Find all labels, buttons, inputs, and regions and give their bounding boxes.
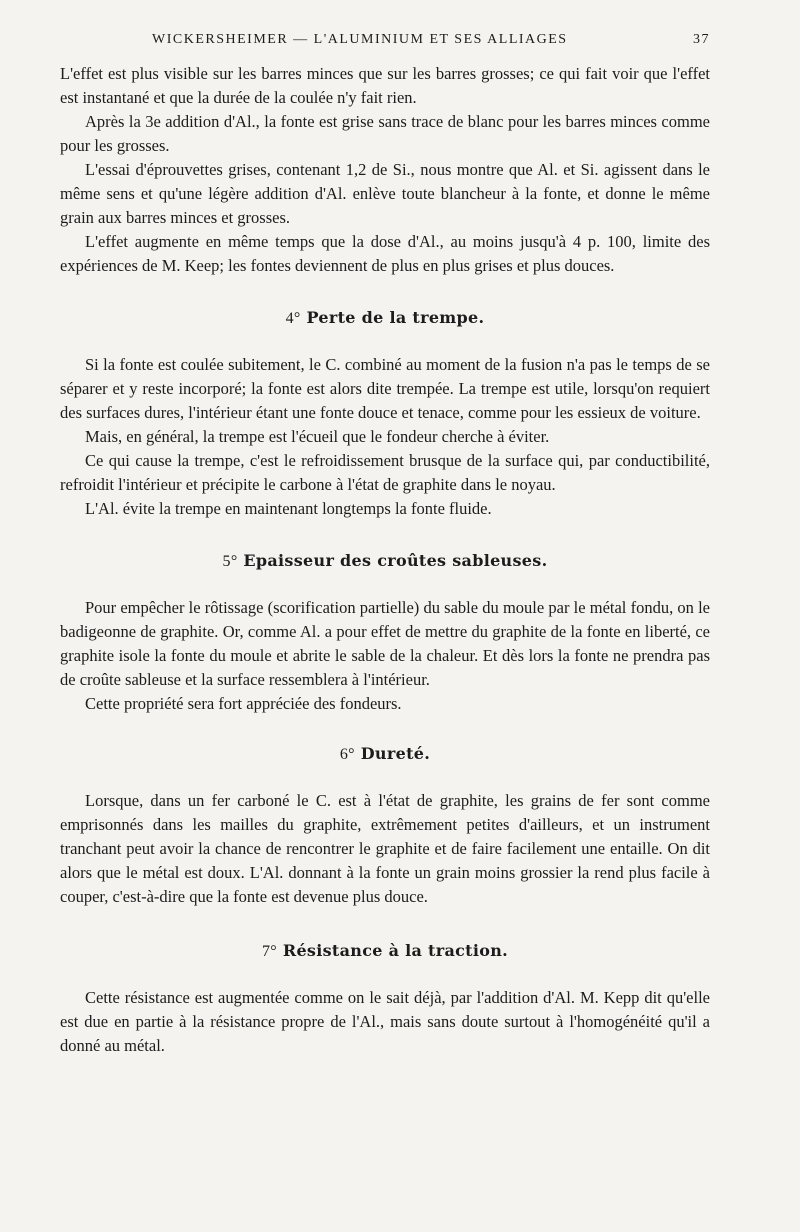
paragraph: L'effet augmente en même temps que la dose d'Al., au moins jusqu'à 4 p. 100, limite des expériences de M. Keep; les fontes deviennent de plus en plus grises et plus douces. xyxy=(60,232,710,275)
section-title: Perte de la trempe. xyxy=(306,308,485,327)
paragraph: Cette propriété sera fort appréciée des fondeurs. xyxy=(85,694,402,713)
paragraph: Cette résistance est augmentée comme on le sait déjà, par l'addition d'Al. M. Kepp dit qu'elle est due en partie à la résistance propre de l'Al., mais sans doute surtout à l'homogénéité qu'il a donné au métal. xyxy=(60,988,710,1055)
page-number: 37 xyxy=(693,32,710,47)
section-title: Epaisseur des croûtes sableuses. xyxy=(243,551,548,570)
paragraph: Après la 3e addition d'Al., la fonte est grise sans trace de blanc pour les barres minces comme pour les grosses. xyxy=(60,112,710,155)
page-body xyxy=(60,60,710,1058)
section-number: 6° xyxy=(339,746,355,763)
paragraph: Si la fonte est coulée subitement, le C. combiné au moment de la fusion n'a pas le temps de se séparer et y reste incorporé; la fonte est alors dite trempée. La trempe est utile, lorsqu'on requiert des surfaces dures, l'intérieur étant une fonte douce et tenace, comme pour les essieux de voiture. xyxy=(60,355,710,422)
running-title: WICKERSHEIMER — L'ALUMINIUM ET SES ALLIAGES xyxy=(152,32,568,47)
paragraph: Ce qui cause la trempe, c'est le refroidissement brusque de la surface qui, par conductibilité, refroidit l'intérieur et précipite le carbone à l'état de graphite dans le noyau. xyxy=(60,451,710,494)
section-number: 5° xyxy=(222,553,238,570)
running-header xyxy=(60,32,710,54)
page xyxy=(60,0,710,1232)
paragraph: L'effet est plus visible sur les barres minces que sur les barres grosses; ce qui fait voir que l'effet est instantané et que la durée de la coulée n'y fait rien. xyxy=(60,64,710,107)
paragraph: L'Al. évite la trempe en maintenant longtemps la fonte fluide. xyxy=(85,499,492,518)
paragraph: L'essai d'éprouvettes grises, contenant 1,2 de Si., nous montre que Al. et Si. agissent dans le même sens et qu'une légère addition d'Al. enlève toute blancheur à la fonte, et donne le même grain aux barres minces et grosses. xyxy=(60,160,710,227)
section-heading-4 xyxy=(60,306,710,331)
paragraph: Lorsque, dans un fer carboné le C. est à l'état de graphite, les grains de fer sont comme emprisonnés dans les mailles du graphite, extrêmement petites d'ailleurs, et un instrument tranchant peut avoir la chance de rencontrer le graphite et de faire facilement une entaille. On dit alors que le métal est doux. L'Al. donnant à la fonte un grain moins grossier la rend plus facile à couper, c'est-à-dire que la fonte est devenue plus douce. xyxy=(60,791,710,906)
section-title: Résistance à la traction. xyxy=(282,941,509,960)
paragraph: Pour empêcher le rôtissage (scorification partielle) du sable du moule par le métal fondu, on le badigeonne de graphite. Or, comme Al. a pour effet de mettre du graphite de la fonte en liberté, ce graphite isole la fonte du moule et abrite le sable de la chaleur. Et dès lors la fonte ne prendra pas de croûte sableuse et la surface ressemblera à l'intérieur. xyxy=(60,598,710,689)
section-heading-6 xyxy=(60,742,710,767)
paragraph: Mais, en général, la trempe est l'écueil que le fondeur cherche à éviter. xyxy=(85,427,550,446)
section-heading-5 xyxy=(60,549,710,574)
section-heading-7 xyxy=(60,939,710,964)
section-title: Dureté. xyxy=(360,744,431,763)
section-number: 4° xyxy=(285,310,301,327)
section-number: 7° xyxy=(261,943,277,960)
